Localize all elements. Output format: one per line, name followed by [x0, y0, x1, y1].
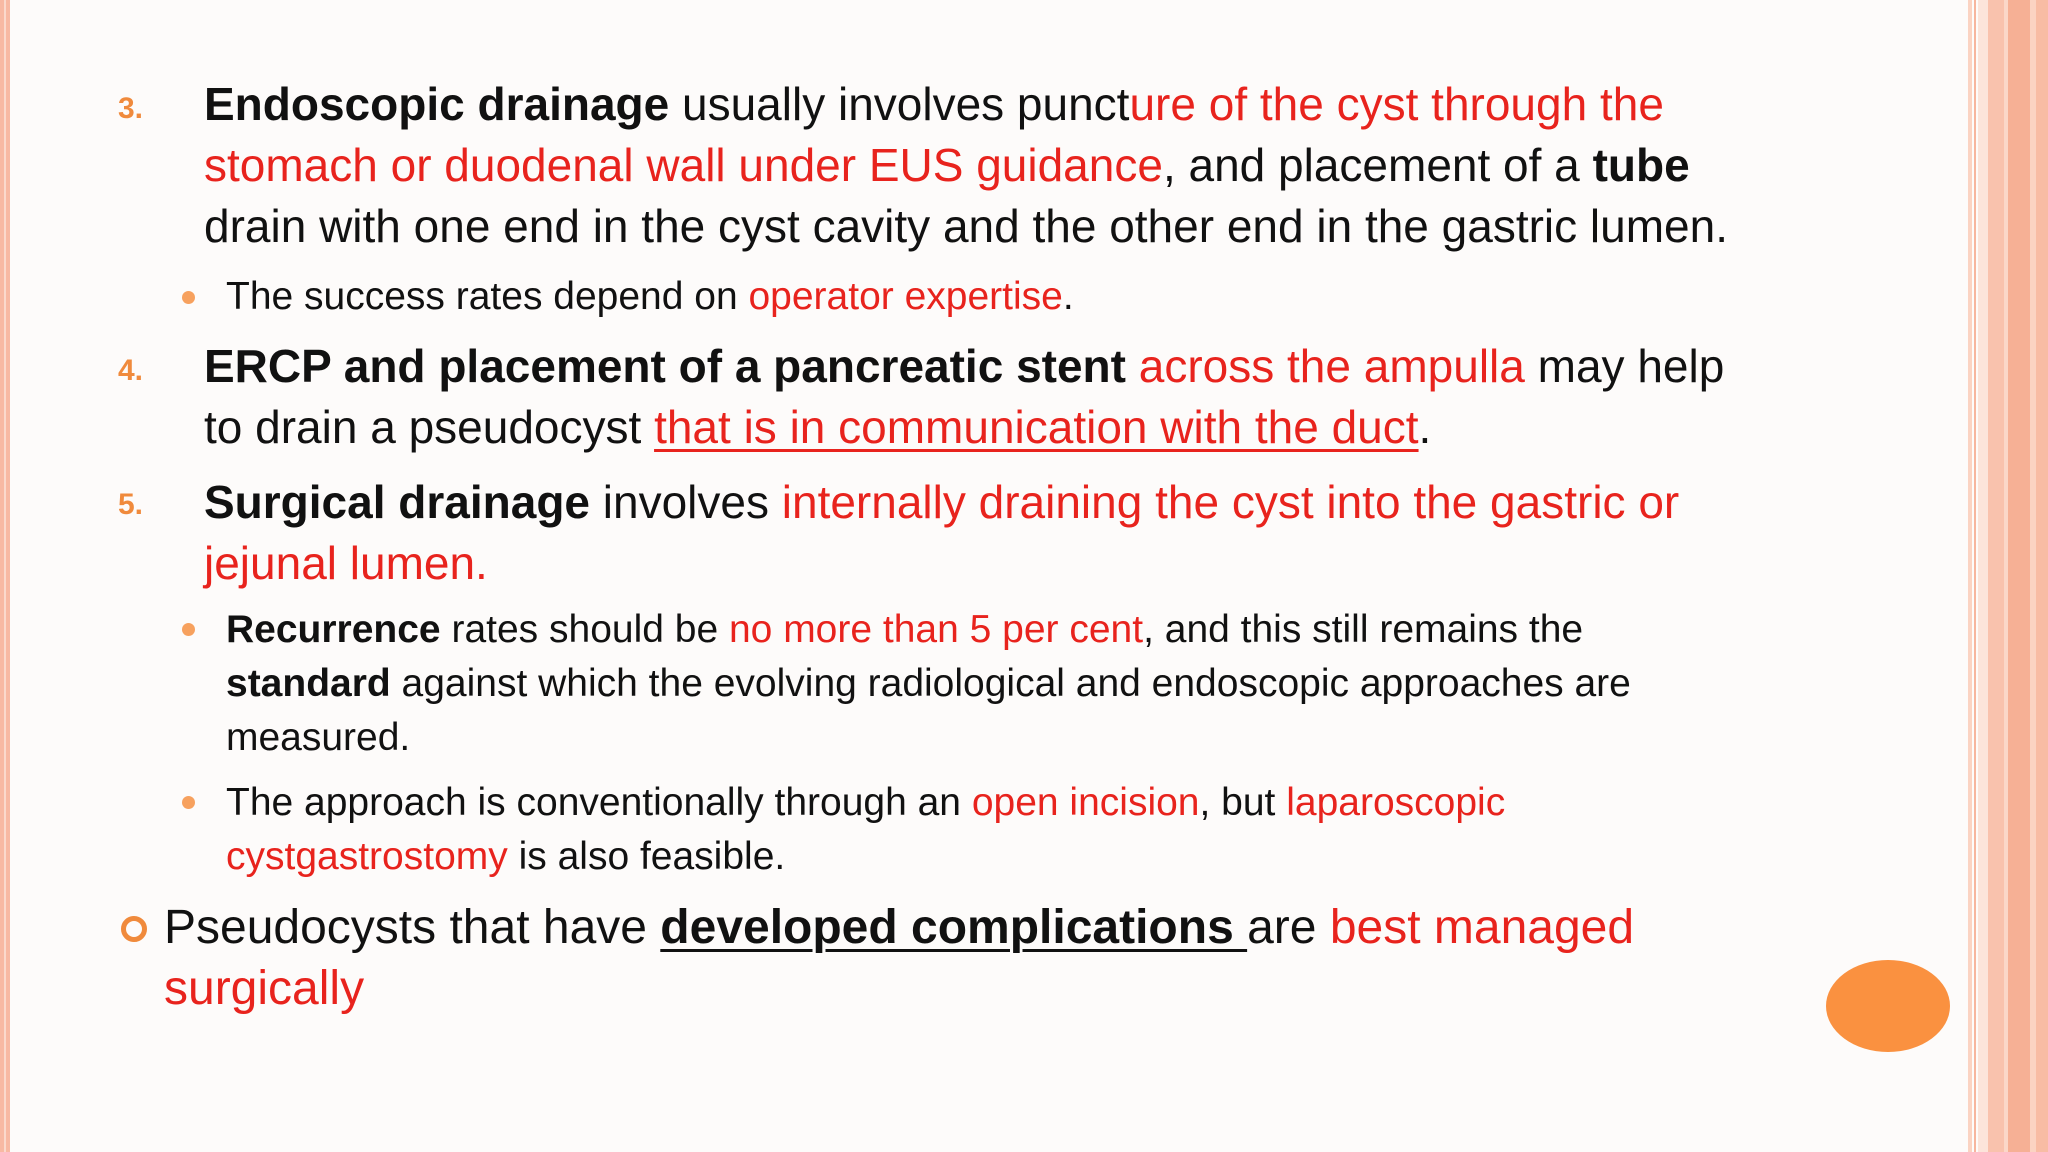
bullet-dot — [182, 796, 195, 809]
pseudocysts-paragraph — [164, 897, 1634, 1019]
left-border-decoration — [0, 0, 10, 1152]
approach-line-2: cystgastrostomy is also feasible. — [226, 835, 786, 878]
right-stripes-decoration — [1968, 0, 2048, 1152]
pseudocysts-line-2: surgically — [164, 962, 365, 1015]
ring-bullet-icon — [121, 916, 147, 942]
recurrence-line-1: Recurrence rates should be no more than 5 per cent, and this still remains the — [226, 608, 1584, 651]
item-3-line-3: drain with one end in the cyst cavity and the other end in the gastric lumen. — [204, 200, 1728, 252]
pseudocysts-line-1: Pseudocysts that have developed complications are best managed — [164, 901, 1635, 954]
item-5-paragraph — [204, 472, 1924, 594]
orange-oval-decoration — [1826, 960, 1950, 1052]
recurrence-line-2: standard against which the evolving radiological and endoscopic approaches are — [226, 662, 1631, 705]
item-4-line-2: to drain a pseudocyst that is in communication with the duct. — [204, 401, 1432, 453]
bullet-dot — [182, 291, 195, 304]
approach-line-1: The approach is conventionally through an open incision, but laparoscopic — [226, 781, 1506, 824]
item-5-line-1: Surgical drainage involves internally draining the cyst into the gastric or — [204, 476, 1680, 528]
item-3-line-2: stomach or duodenal wall under EUS guidance, and placement of a tube — [204, 139, 1690, 191]
item-4-paragraph — [204, 336, 1924, 458]
approach-bullet — [226, 776, 1926, 884]
list-number-4: 4. — [118, 354, 144, 387]
item-4-line-1: ERCP and placement of a pancreatic stent across the ampulla may help — [204, 340, 1725, 392]
item-3-line-1: Endoscopic drainage usually involves puncture of the cyst through the — [204, 78, 1664, 130]
item-5-line-2: jejunal lumen. — [204, 537, 488, 589]
item-3-paragraph — [204, 74, 1924, 257]
list-number-5: 5. — [118, 488, 144, 521]
bullet-dot — [182, 623, 195, 636]
recurrence-bullet — [226, 603, 1926, 765]
recurrence-line-3: measured. — [226, 716, 411, 759]
success-rates-bullet: The success rates depend on operator expertise. — [226, 275, 1074, 318]
list-number-3: 3. — [118, 92, 144, 125]
